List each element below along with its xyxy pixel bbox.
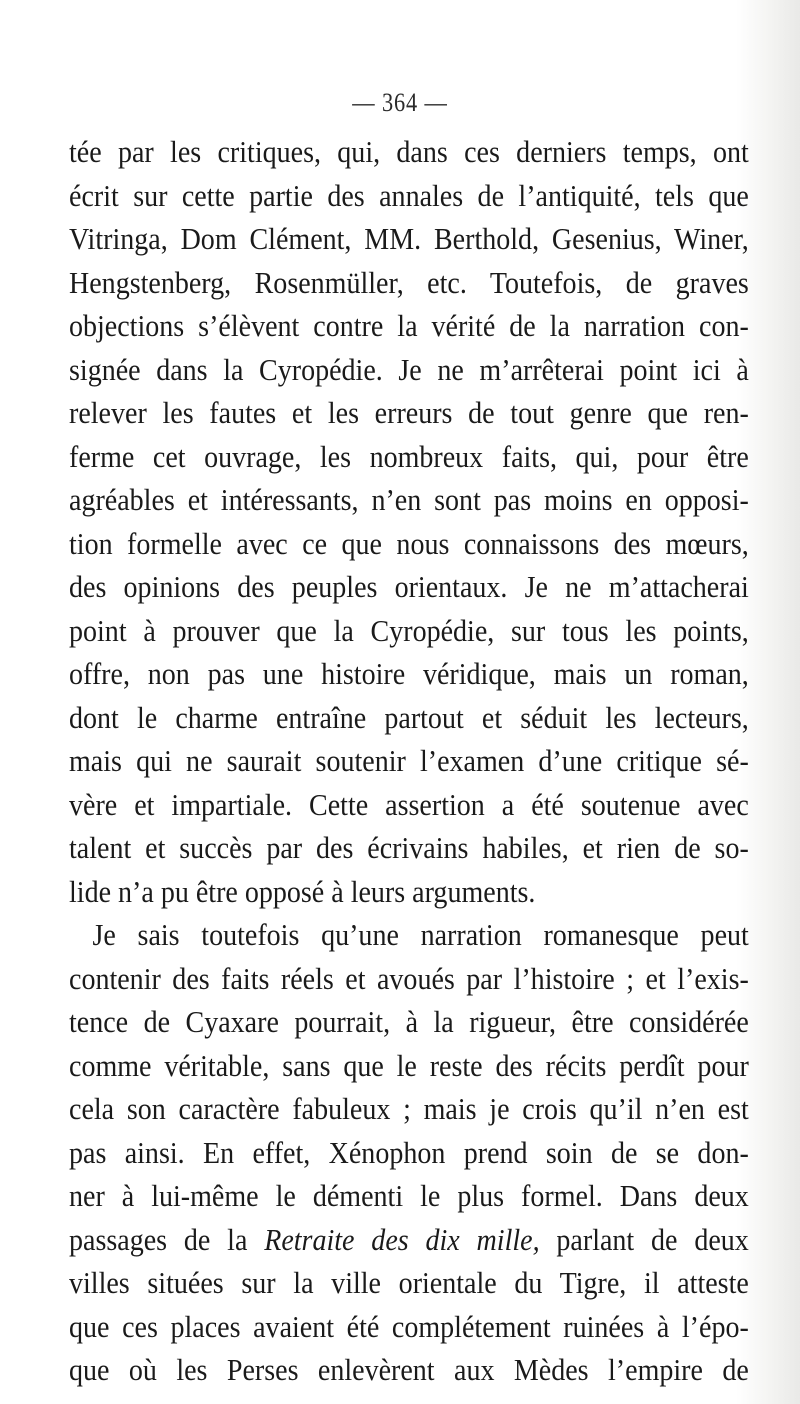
text-line: villes situées sur la ville orientale du Tigre, il atteste bbox=[69, 1265, 749, 1300]
text-line: pas ainsi. En effet, Xénophon prend soin de se don- bbox=[69, 1134, 749, 1170]
text-line: comme véritable, sans que le reste des récits perdît pour bbox=[69, 1047, 749, 1083]
text-line: ferme cet ouvrage, les nombreux faits, qui, pour être bbox=[69, 438, 749, 474]
text-line: offre, non pas une histoire véridique, mais un roman, bbox=[69, 656, 749, 691]
text-line: signée dans la Cyropédie. Je ne m’arrêterai point ici à bbox=[69, 351, 749, 387]
text-line-with-title bbox=[69, 1218, 749, 1262]
book-title-italic: Retraite des dix mille, bbox=[264, 1221, 540, 1257]
text-line: point à prouver que la Cyropédie, sur tous les points, bbox=[69, 612, 749, 648]
text-segment: passages de la bbox=[69, 1221, 265, 1257]
page-number: — 364 — bbox=[352, 88, 448, 117]
paragraph-start-line: Je sais toutefois qu’une narration romanesque peut bbox=[92, 917, 749, 952]
text-line: écrit sur cette partie des annales de l’antiquité, tels que bbox=[69, 177, 749, 213]
text-line: mais qui ne saurait soutenir l’examen d’une critique sé- bbox=[69, 743, 749, 778]
text-line: que ces places avaient été complétement ruinées à l’épo- bbox=[69, 1308, 749, 1344]
text-line: agréables et intéressants, n’en sont pas moins en opposi- bbox=[69, 482, 749, 517]
text-line: Vitringa, Dom Clément, MM. Berthold, Gesenius, Winer, bbox=[69, 221, 749, 256]
text-line: des opinions des peuples orientaux. Je ne m’attacherai bbox=[69, 569, 749, 604]
text-line: relever les fautes et les erreurs de tout genre que ren- bbox=[69, 395, 749, 430]
text-line: contenir des faits réels et avoués par l’histoire ; et l’exis- bbox=[69, 960, 749, 996]
text-segment: parlant de deux bbox=[539, 1221, 749, 1257]
text-line: cela son caractère fabuleux ; mais je crois qu’il n’en est bbox=[69, 1091, 749, 1126]
page-body-text bbox=[69, 130, 749, 1392]
text-line: que où les Perses enlevèrent aux Mèdes l’empire de bbox=[69, 1352, 749, 1387]
text-line: vère et impartiale. Cette assertion a été soutenue avec bbox=[69, 786, 749, 822]
text-line: tion formelle avec ce que nous connaissons des mœurs, bbox=[69, 525, 749, 561]
text-line: dont le charme entraîne partout et séduit les lecteurs, bbox=[69, 699, 749, 735]
text-line: objections s’élèvent contre la vérité de la narration con- bbox=[69, 308, 749, 343]
paragraph-end-line: lide n’a pu être opposé à leurs arguments. bbox=[69, 873, 536, 909]
text-line: ner à lui-même le démenti le plus formel. Dans deux bbox=[69, 1178, 749, 1213]
text-line: Hengstenberg, Rosenmüller, etc. Toutefois, de graves bbox=[69, 264, 749, 300]
text-line: tence de Cyaxare pourrait, à la rigueur, être considérée bbox=[69, 1004, 749, 1039]
text-line: talent et succès par des écrivains habiles, et rien de so- bbox=[69, 830, 749, 865]
text-line: tée par les critiques, qui, dans ces derniers temps, ont bbox=[69, 134, 749, 169]
